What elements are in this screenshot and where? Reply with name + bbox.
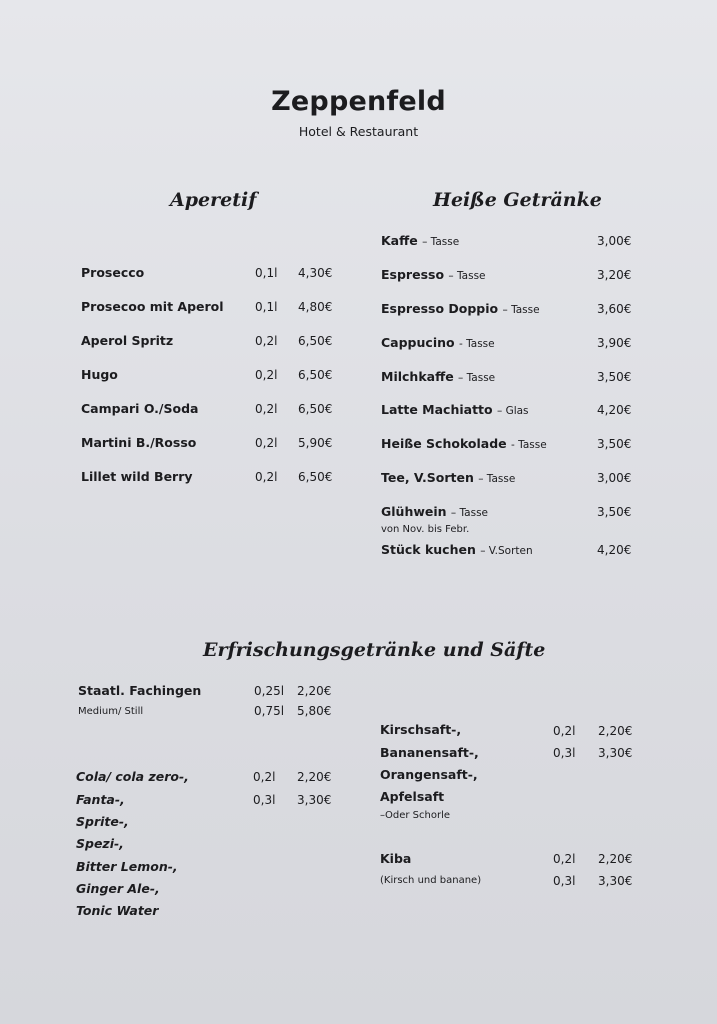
- menu-item-volume: 0,1l: [255, 300, 278, 314]
- menu-item-price: 3,60€: [597, 302, 632, 316]
- menu-item-name: Stück kuchen – V.Sorten: [381, 542, 533, 557]
- menu-item-name: Hugo: [81, 367, 118, 382]
- menu-item-price: 2,20€: [297, 684, 332, 698]
- juice-name: Kirschsaft-,: [380, 722, 462, 737]
- juice-name: Orangensaft-,: [380, 767, 478, 782]
- menu-item-price: 4,20€: [597, 543, 632, 557]
- menu-item-price: 6,50€: [298, 470, 333, 484]
- menu-item-price: 3,50€: [597, 370, 632, 384]
- menu-item-volume: 0,1l: [255, 266, 278, 280]
- menu-item-volume: 0,2l: [553, 852, 576, 866]
- menu-item-name: Campari O./Soda: [81, 401, 199, 416]
- menu-item-name: Heiße Schokolade - Tasse: [381, 436, 547, 451]
- menu-item-name: Cappucino - Tasse: [381, 335, 495, 350]
- menu-item-name: Tee, V.Sorten – Tasse: [381, 470, 516, 485]
- menu-item-price: 5,80€: [297, 704, 332, 718]
- menu-item-name: Milchkaffe – Tasse: [381, 369, 496, 384]
- soda-name: Tonic Water: [76, 903, 159, 918]
- hot-drinks-heading: Heiße Getränke: [433, 189, 602, 211]
- menu-item-price: 4,80€: [298, 300, 333, 314]
- soda-name: Spezi-,: [76, 836, 124, 851]
- soda-name: Sprite-,: [76, 814, 129, 829]
- menu-item-volume: 0,3l: [253, 793, 276, 807]
- soda-name: Fanta-,: [76, 792, 125, 807]
- menu-item-price: 3,90€: [597, 336, 632, 350]
- menu-item-name: Staatl. Fachingen: [78, 683, 202, 698]
- menu-item-name: Martini B./Rosso: [81, 435, 197, 450]
- menu-item-name: Kaffe – Tasse: [381, 233, 460, 248]
- menu-item-price: 4,30€: [298, 266, 333, 280]
- menu-item-name: Prosecco: [81, 265, 145, 280]
- menu-item-volume: 0,2l: [255, 334, 278, 348]
- menu-item-price: 6,50€: [298, 368, 333, 382]
- menu-item-price: 3,00€: [597, 471, 632, 485]
- menu-item-volume: 0,2l: [255, 368, 278, 382]
- menu-item-volume: 0,3l: [553, 746, 576, 760]
- menu-item-name: Lillet wild Berry: [81, 469, 193, 484]
- menu-item-volume: 0,75l: [254, 704, 285, 718]
- menu-item-price: 4,20€: [597, 403, 632, 417]
- menu-item-price: 2,20€: [598, 852, 633, 866]
- menu-item-volume: 0,2l: [255, 436, 278, 450]
- menu-item-price: 3,30€: [297, 793, 332, 807]
- menu-item-price: 3,20€: [597, 268, 632, 282]
- page-subtitle: Hotel & Restaurant: [298, 124, 419, 139]
- menu-item-volume: 0,2l: [255, 470, 278, 484]
- menu-item-name: Espresso Doppio – Tasse: [381, 301, 540, 316]
- menu-item-price: 3,30€: [598, 746, 633, 760]
- menu-item-price: 2,20€: [598, 724, 633, 738]
- menu-item-name: Kiba: [380, 851, 412, 866]
- menu-item-price: 3,00€: [597, 234, 632, 248]
- menu-item-price: 3,50€: [597, 437, 632, 451]
- menu-item-price: 6,50€: [298, 334, 333, 348]
- menu-item-name: Aperol Spritz: [81, 333, 174, 348]
- menu-item-note: von Nov. bis Febr.: [381, 524, 470, 535]
- menu-item-volume: 0,2l: [553, 724, 576, 738]
- refreshments-heading: Erfrischungsgetränke und Säfte: [203, 639, 546, 661]
- aperitif-heading: Aperetif: [170, 189, 257, 211]
- juice-name: Bananensaft-,: [380, 745, 479, 760]
- menu-item-name: Latte Machiatto – Glas: [381, 402, 529, 417]
- juice-name: Apfelsaft: [380, 789, 445, 804]
- menu-item-name: Glühwein – Tasse: [381, 504, 489, 519]
- menu-item-volume: 0,25l: [254, 684, 285, 698]
- menu-item-note: Medium/ Still: [78, 706, 144, 717]
- soda-name: Bitter Lemon-,: [76, 859, 178, 874]
- menu-item-price: 3,50€: [597, 505, 632, 519]
- soda-name: Ginger Ale-,: [76, 881, 160, 896]
- menu-item-note: (Kirsch und banane): [380, 875, 482, 886]
- menu-item-name: Espresso – Tasse: [381, 267, 486, 282]
- menu-item-volume: 0,2l: [255, 402, 278, 416]
- menu-item-volume: 0,3l: [553, 874, 576, 888]
- menu-item-price: 6,50€: [298, 402, 333, 416]
- menu-item-price: 5,90€: [298, 436, 333, 450]
- menu-item-volume: 0,2l: [253, 770, 276, 784]
- menu-item-price: 2,20€: [297, 770, 332, 784]
- soda-name: Cola/ cola zero-,: [76, 769, 189, 784]
- page-title: Zeppenfeld: [271, 86, 446, 117]
- menu-item-note: –Oder Schorle: [380, 810, 451, 821]
- menu-item-price: 3,30€: [598, 874, 633, 888]
- menu-item-name: Prosecoo mit Aperol: [81, 299, 224, 314]
